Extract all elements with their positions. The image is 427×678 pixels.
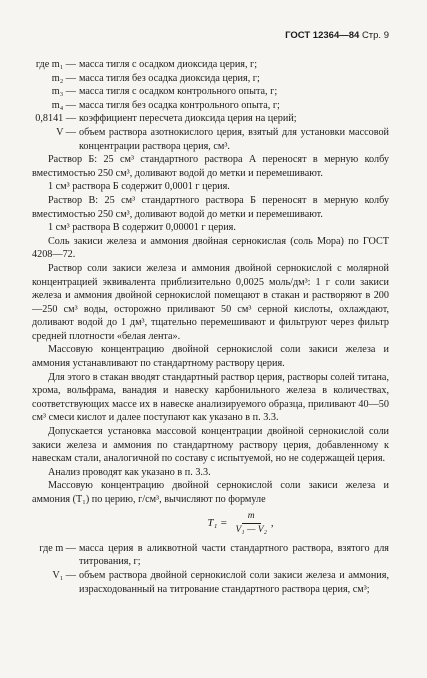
paragraph: Раствор соли закиси железа и аммония двойной сернокислой с молярной концентрацией эквивалента приблизительно 0,0025 моль/дм³: 1 г соли закиси железа и аммония двойной сернокислой помещают в стакан и растворяют в 200—250 см³ воды, осторожно приливают 50 см³ серной кислоты, охлаждают, доливают водой до 1 дм³, тщательно перемешивают и фильтруют через фильтр средней плотности «белая лента». xyxy=(32,262,389,342)
definition-text: масса тигля с осадком контрольного опыта, г; xyxy=(79,86,278,98)
paragraph: Соль закиси железа и аммония двойная сернокислая (соль Мора) по ГОСТ 4208—72. xyxy=(32,235,389,261)
definition-symbol: V — xyxy=(56,126,76,138)
paragraph: Раствор В: 25 см³ стандартного раствора Б переносят в мерную колбу вместимостью 250 см³, доливают водой до метки и перемешивают. xyxy=(32,194,389,220)
page-header xyxy=(285,30,389,41)
definition-text: масса тигля с осадком диоксида церия, г; xyxy=(79,59,258,70)
definition-symbol: m₃ — xyxy=(51,86,76,98)
formula-denominator: V₁ — V₂ xyxy=(235,525,267,536)
formula-tail: , xyxy=(270,516,274,529)
definition-row xyxy=(32,542,389,569)
definition-symbol: где m₁ — xyxy=(35,59,76,70)
definition-row xyxy=(32,85,389,99)
definition-row xyxy=(32,58,389,72)
definition-text: масса тигля без осадка диоксида церия, г; xyxy=(79,72,260,84)
formula-fraction xyxy=(231,510,270,538)
paragraph: Массовую концентрацию двойной сернокислой соли закиси железа и аммония устанавливают по стандартному раствору церия. xyxy=(32,344,389,370)
standard-number: ГОСТ 12364—84 xyxy=(285,30,360,41)
paragraph: Массовую концентрацию двойной сернокислой соли закиси железа и аммония (T₁) по церию, г/см³, вычисляют по формуле xyxy=(32,480,389,505)
definition-text: масса тигля без осадка контрольного опыта, г; xyxy=(79,99,280,111)
paragraph: 1 см³ раствора Б содержит 0,0001 г церия. xyxy=(48,181,230,193)
definition-symbol: 0,8141 — xyxy=(35,113,76,125)
formula-numerator: m xyxy=(242,510,261,525)
definition-text: объем раствора азотнокислого церия, взятый для установки массовой концентрации раствора церия, см³. xyxy=(79,126,389,152)
paragraph: Анализ проводят как указано в п. 3.3. xyxy=(48,466,211,478)
formula xyxy=(92,510,389,538)
definition-row xyxy=(32,72,389,86)
definition-symbol: где m — xyxy=(39,542,76,554)
definition-row xyxy=(32,112,389,126)
definition-row xyxy=(32,99,389,113)
paragraph: Допускается установка массовой концентрации двойной сернокислой соли закиси железа и аммония по стандартному раствору церия, добавленному к навескам стали, аналогичной по составу с испытуемой, но не содержащей церия. xyxy=(32,426,389,465)
page-number: Стр. 9 xyxy=(361,30,389,41)
definition-symbol: m₄ — xyxy=(51,99,76,111)
paragraph: 1 см³ раствора В содержит 0,00001 г церия. xyxy=(48,222,236,234)
document-body xyxy=(32,58,389,596)
paragraph: Для этого в стакан вводят стандартный раствор церия, растворы солей титана, хрома, вольфрама, ванадия и навеску карбонильного железа в количествах, соответствующих массе их в навеске анализируемого образца, приливают 40—50 см³ смеси кислот и далее поступают как указано в п. 3.3. xyxy=(32,371,389,424)
definition-symbol: V₁ — xyxy=(52,569,76,581)
definition-row xyxy=(32,126,389,153)
definition-text: объем раствора двойной сернокислой соли закиси железа и аммония, израсходованный на титрование стандартного раствора церия, см³; xyxy=(79,569,389,595)
definition-text: коэффициент пересчета диоксида церия на церий; xyxy=(79,113,297,125)
paragraph: Раствор Б: 25 см³ стандартного раствора А переносят в мерную колбу вместимостью 250 см³, доливают водой до метки и перемешивают. xyxy=(32,154,389,179)
definition-row xyxy=(32,569,389,596)
definition-text: масса церия в аликвотной части стандартного раствора, взятого для титрования, г; xyxy=(79,542,389,568)
formula-lhs: T₁ = xyxy=(207,516,228,529)
definition-symbol: m₂ — xyxy=(51,72,76,84)
